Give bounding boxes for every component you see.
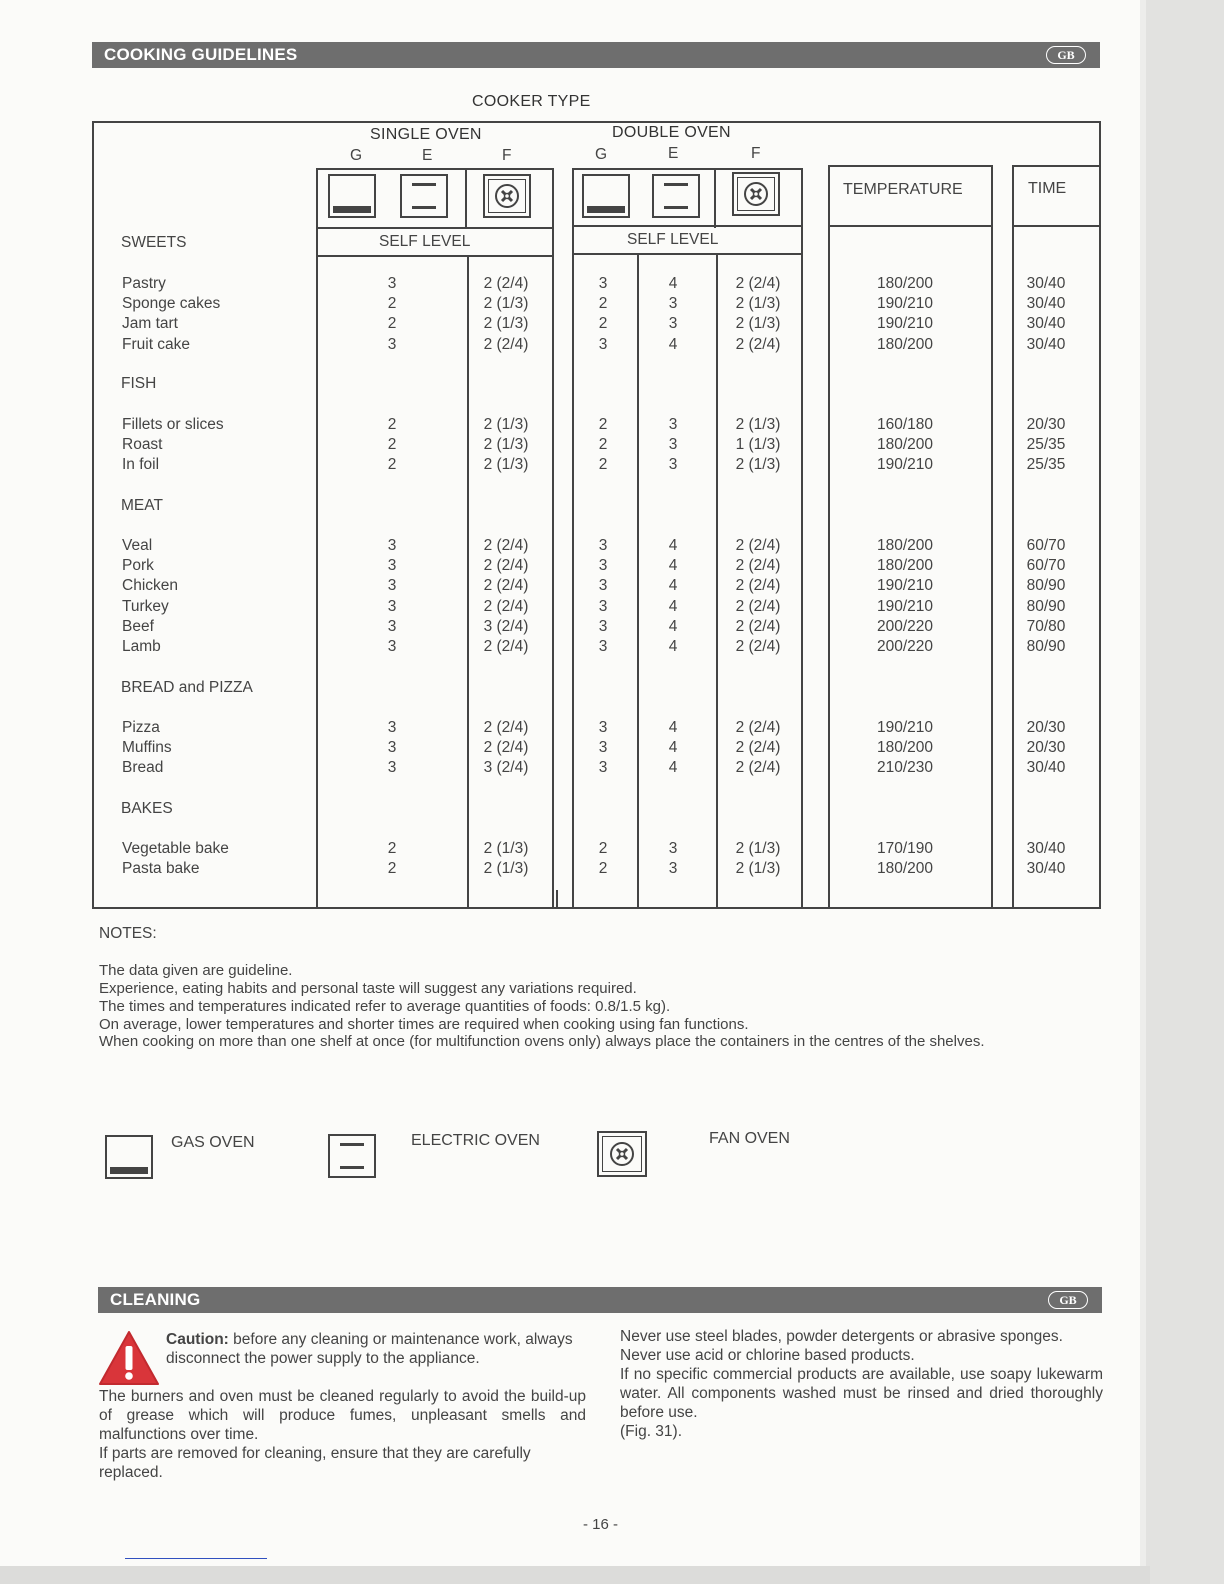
cell-dg: 3 (598, 275, 608, 292)
cell-de: 3 (668, 315, 678, 333)
cell-time: 30/40 (1026, 335, 1066, 353)
category-heading: FISH (121, 375, 157, 392)
cell-de: 3 (668, 860, 678, 878)
cell-temp: 180/200 (876, 557, 934, 575)
single-f-letter: F (502, 147, 512, 164)
caution-label: Caution: (166, 1331, 229, 1348)
cell-sg: 3 (387, 719, 397, 736)
cell-dg: 3 (598, 759, 608, 777)
cell-time: 30/40 (1026, 295, 1066, 313)
cell-dg: 3 (598, 537, 608, 554)
gas-oven-icon (582, 174, 630, 218)
cell-time: 20/30 (1026, 739, 1066, 757)
gb-badge: GB (1048, 1291, 1088, 1309)
cell-df: 2 (1/3) (735, 840, 781, 857)
cell-dg: 3 (598, 638, 608, 655)
cell-time: 60/70 (1026, 537, 1066, 554)
cell-dg: 3 (598, 557, 608, 575)
cell-time: 30/40 (1026, 275, 1066, 292)
bottom-edge (0, 1566, 1150, 1584)
cell-de: 4 (668, 335, 678, 353)
single-oven-heading: SINGLE OVEN (370, 126, 482, 143)
food-name: Turkey (122, 597, 169, 615)
note-line: The times and temperatures indicated refer to average quantities of foods: 0.8/1.5 kg). (99, 998, 671, 1015)
food-name: Pork (122, 557, 154, 575)
cell-de: 3 (668, 436, 678, 454)
gas-oven-icon (105, 1135, 153, 1179)
cell-dg: 2 (598, 840, 608, 857)
bottom-rule (125, 1558, 267, 1559)
cell-sf: 2 (2/4) (483, 557, 529, 575)
cell-sg: 3 (387, 617, 397, 635)
cell-time: 20/30 (1026, 719, 1066, 736)
cell-de: 3 (668, 840, 678, 857)
cell-sg: 2 (387, 456, 397, 474)
cell-de: 4 (668, 577, 678, 595)
cell-time: 80/90 (1026, 638, 1066, 655)
cell-dg: 3 (598, 617, 608, 635)
cell-df: 2 (1/3) (735, 416, 781, 433)
category-heading: MEAT (121, 497, 163, 514)
cell-temp: 190/210 (876, 719, 934, 736)
cell-sg: 2 (387, 295, 397, 313)
cell-df: 2 (2/4) (735, 557, 781, 575)
food-name: Pasta bake (122, 860, 200, 878)
electric-oven-icon (328, 1134, 376, 1178)
cell-df: 2 (2/4) (735, 719, 781, 736)
cell-df: 2 (2/4) (735, 759, 781, 777)
cell-sg: 2 (387, 315, 397, 333)
cell-sf: 2 (2/4) (483, 638, 529, 655)
cell-sf: 2 (1/3) (483, 416, 529, 433)
cell-temp: 180/200 (876, 335, 934, 353)
cell-sg: 3 (387, 739, 397, 757)
cell-dg: 3 (598, 335, 608, 353)
cell-de: 3 (668, 416, 678, 433)
caution-body: before any cleaning or maintenance work, always disconnect the power supply to the appliance. (166, 1331, 573, 1367)
cleaning-bar (98, 1287, 1102, 1313)
cell-time: 80/90 (1026, 597, 1066, 615)
food-name: Vegetable bake (122, 840, 229, 857)
cell-temp: 190/210 (876, 295, 934, 313)
double-self-level: SELF LEVEL (627, 231, 719, 248)
cell-temp: 160/180 (876, 416, 934, 433)
food-name: Pastry (122, 275, 166, 292)
food-name: Chicken (122, 577, 178, 595)
cell-dg: 3 (598, 739, 608, 757)
cell-df: 2 (2/4) (735, 275, 781, 292)
warning-icon (98, 1330, 160, 1386)
caution-text (166, 1330, 586, 1368)
cell-sf: 2 (2/4) (483, 335, 529, 353)
double-oven-heading: DOUBLE OVEN (612, 124, 731, 141)
cooker-type-heading: COOKER TYPE (472, 93, 591, 110)
cell-time: 25/35 (1026, 456, 1066, 474)
category-heading: BREAD and PIZZA (121, 679, 253, 696)
cell-sg: 3 (387, 275, 397, 292)
cell-sf: 3 (2/4) (483, 759, 529, 777)
cleaning-left-para2: If parts are removed for cleaning, ensure that they are carefully replaced. (99, 1445, 531, 1481)
note-line: The data given are guideline. (99, 962, 293, 979)
cell-sg: 2 (387, 436, 397, 454)
food-name: Veal (122, 537, 153, 554)
food-name: Fillets or slices (122, 416, 224, 433)
cell-sf: 2 (2/4) (483, 719, 529, 736)
cell-sg: 3 (387, 638, 397, 655)
cell-sf: 2 (1/3) (483, 840, 529, 857)
cell-sf: 3 (2/4) (483, 617, 529, 635)
cell-sf: 2 (2/4) (483, 537, 529, 554)
cell-temp: 200/220 (876, 638, 934, 655)
cell-sg: 2 (387, 840, 397, 857)
cell-temp: 190/210 (876, 456, 934, 474)
cell-df: 2 (2/4) (735, 537, 781, 554)
cell-sf: 2 (1/3) (483, 315, 529, 333)
cell-df: 2 (2/4) (735, 617, 781, 635)
cell-dg: 2 (598, 295, 608, 313)
cell-dg: 2 (598, 416, 608, 433)
cell-dg: 3 (598, 597, 608, 615)
cell-df: 2 (1/3) (735, 860, 781, 878)
food-name: Pizza (122, 719, 160, 736)
cell-sf: 2 (2/4) (483, 597, 529, 615)
cell-sg: 3 (387, 537, 397, 554)
cell-sg: 3 (387, 335, 397, 353)
double-e-letter: E (668, 145, 679, 162)
cell-dg: 3 (598, 719, 608, 736)
cell-time: 60/70 (1026, 557, 1066, 575)
gb-badge: GB (1046, 46, 1086, 64)
single-e-letter: E (422, 147, 433, 164)
cell-time: 70/80 (1026, 617, 1066, 635)
cell-dg: 2 (598, 860, 608, 878)
cell-time: 80/90 (1026, 577, 1066, 595)
cell-temp: 200/220 (876, 617, 934, 635)
cell-sf: 2 (1/3) (483, 456, 529, 474)
fan-oven-icon (483, 174, 531, 218)
legend-electric-oven: ELECTRIC OVEN (411, 1132, 540, 1149)
cell-de: 4 (668, 759, 678, 777)
fan-oven-icon (732, 172, 780, 216)
double-g-letter: G (595, 146, 608, 163)
cell-temp: 180/200 (876, 537, 934, 554)
cell-temp: 170/190 (876, 840, 934, 857)
time-heading: TIME (1028, 180, 1067, 197)
cell-dg: 2 (598, 315, 608, 333)
cell-temp: 190/210 (876, 597, 934, 615)
food-name: Bread (122, 759, 164, 777)
cell-de: 4 (668, 719, 678, 736)
note-line: When cooking on more than one shelf at once (for multifunction ovens only) always place the containers in the centres of the shelves. (99, 1033, 985, 1050)
cell-time: 30/40 (1026, 860, 1066, 878)
cell-sg: 2 (387, 416, 397, 433)
cell-dg: 3 (598, 577, 608, 595)
cell-df: 2 (1/3) (735, 295, 781, 313)
cell-sg: 3 (387, 759, 397, 777)
legend-gas-oven: GAS OVEN (171, 1134, 255, 1151)
temperature-heading: TEMPERATURE (843, 181, 963, 198)
single-self-level: SELF LEVEL (379, 233, 471, 250)
food-name: Sponge cakes (122, 295, 221, 313)
cell-df: 2 (2/4) (735, 739, 781, 757)
cell-dg: 2 (598, 436, 608, 454)
cell-time: 20/30 (1026, 416, 1066, 433)
cell-df: 2 (2/4) (735, 577, 781, 595)
cell-temp: 190/210 (876, 315, 934, 333)
double-f-letter: F (751, 145, 761, 162)
cell-de: 3 (668, 456, 678, 474)
cell-time: 25/35 (1026, 436, 1066, 454)
cell-temp: 180/200 (876, 275, 934, 292)
cell-time: 30/40 (1026, 840, 1066, 857)
food-name: Lamb (122, 638, 161, 655)
notes-heading: NOTES: (99, 925, 157, 942)
cell-de: 4 (668, 537, 678, 554)
cell-df: 2 (1/3) (735, 315, 781, 333)
electric-oven-icon (652, 174, 700, 218)
cell-dg: 2 (598, 456, 608, 474)
cell-de: 4 (668, 617, 678, 635)
cell-de: 4 (668, 597, 678, 615)
cell-temp: 210/230 (876, 759, 934, 777)
cell-de: 4 (668, 275, 678, 292)
cell-sg: 3 (387, 557, 397, 575)
cell-sf: 2 (1/3) (483, 436, 529, 454)
cell-sg: 3 (387, 577, 397, 595)
food-name: Fruit cake (122, 335, 191, 353)
cell-df: 1 (1/3) (735, 436, 781, 454)
legend-fan-oven: FAN OVEN (709, 1130, 790, 1147)
cell-sg: 2 (387, 860, 397, 878)
note-line: On average, lower temperatures and shorter times are required when cooking using fan functions. (99, 1016, 749, 1033)
fan-oven-icon (597, 1131, 647, 1177)
gas-oven-icon (328, 174, 376, 218)
cell-sf: 2 (2/4) (483, 739, 529, 757)
cell-sf: 2 (1/3) (483, 295, 529, 313)
cell-df: 2 (1/3) (735, 456, 781, 474)
cell-sf: 2 (2/4) (483, 577, 529, 595)
electric-oven-icon (400, 174, 448, 218)
cleaning-right-line1: Never use steel blades, powder detergents or abrasive sponges. (620, 1328, 1063, 1345)
cleaning-right-fig: (Fig. 31). (620, 1423, 683, 1440)
cell-time: 30/40 (1026, 315, 1066, 333)
cell-sf: 2 (2/4) (483, 275, 529, 292)
cell-temp: 180/200 (876, 739, 934, 757)
food-name: Roast (122, 436, 163, 454)
food-name: Muffins (122, 739, 172, 757)
food-name: In foil (122, 456, 160, 474)
food-name: Jam tart (122, 315, 178, 333)
cell-time: 30/40 (1026, 759, 1066, 777)
food-name: Beef (122, 617, 154, 635)
cell-de: 4 (668, 638, 678, 655)
cleaning-right-para: If no specific commercial products are available, use soapy lukewarm water. All components washed must be rinsed and dried thoroughly before use. (620, 1366, 1103, 1421)
cleaning-right-line2: Never use acid or chlorine based products. (620, 1347, 915, 1364)
cell-df: 2 (2/4) (735, 597, 781, 615)
cell-df: 2 (2/4) (735, 638, 781, 655)
cell-temp: 180/200 (876, 860, 934, 878)
cell-de: 3 (668, 295, 678, 313)
cleaning-left-para1: The burners and oven must be cleaned regularly to avoid the build-up of grease which will produce fumes, unpleasant smells and malfunctions over time. (99, 1388, 586, 1443)
cooking-guidelines-bar (92, 42, 1100, 68)
page-number: - 16 - (583, 1516, 619, 1533)
cell-temp: 190/210 (876, 577, 934, 595)
section-title: COOKING GUIDELINES (104, 45, 298, 64)
cell-sf: 2 (1/3) (483, 860, 529, 878)
category-heading: SWEETS (121, 234, 187, 251)
cell-sg: 3 (387, 597, 397, 615)
cell-de: 4 (668, 557, 678, 575)
category-heading: BAKES (121, 800, 173, 817)
cell-temp: 180/200 (876, 436, 934, 454)
cell-de: 4 (668, 739, 678, 757)
cell-df: 2 (2/4) (735, 335, 781, 353)
single-g-letter: G (350, 147, 363, 164)
note-line: Experience, eating habits and personal taste will suggest any variations required. (99, 980, 637, 997)
cleaning-title: CLEANING (110, 1290, 201, 1309)
